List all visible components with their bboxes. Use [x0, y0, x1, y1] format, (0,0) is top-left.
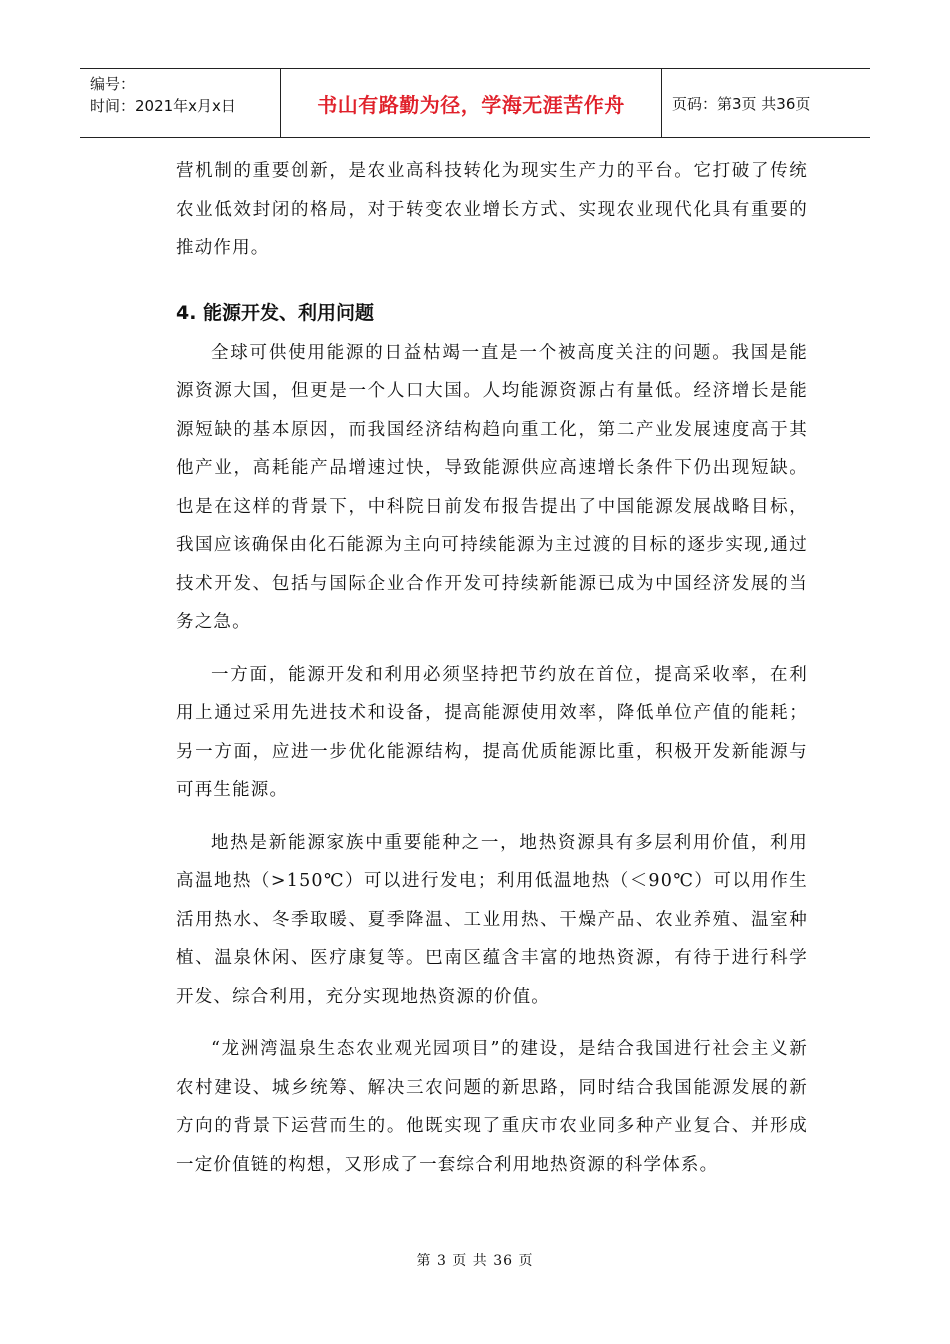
number-label: 编号： — [90, 75, 136, 93]
paragraph-continued: 营机制的重要创新，是农业高科技转化为现实生产力的平台。它打破了传统农业低效封闭的格局，对于转变农业增长方式、实现农业现代化具有重要的推动作用。 — [176, 161, 808, 258]
page-header — [80, 68, 870, 138]
paragraph-energy-policy: 一方面，能源开发和利用必须坚持把节约放在首位，提高采收率，在利用上通过采用先进技术和设备，提高能源使用效率，降低单位产值的能耗；另一方面，应进一步优化能源结构，提高优质能源比重，积极开发新能源与可再生能源。 — [176, 664, 808, 800]
paragraph-geothermal: 地热是新能源家族中重要能种之一，地热资源具有多层利用价值，利用高温地热（>150℃）可以进行发电；利用低温地热（＜90℃）可以用作生活用热水、冬季取暖、夏季降温、工业用热、干燥产品、农业养殖、温室种植、温泉休闲、医疗康复等。巴南区蕴含丰富的地热资源，有待于进行科学开发、综合利用，充分实现地热资源的价值。 — [176, 832, 808, 1007]
header-meta — [80, 69, 281, 137]
paragraph-project: “龙洲湾温泉生态农业观光园项目”的建设，是结合我国进行社会主义新农村建设、城乡统筹、解决三农问题的新思路，同时结合我国能源发展的新方向的背景下运营而生的。他既实现了重庆市农业同多种产业复合、并形成一定价值链的构想，又形成了一套综合利用地热资源的科学体系。 — [176, 1039, 808, 1175]
section-heading: 4. 能源开发、利用问题 — [176, 301, 375, 324]
page-footer: 第 3 页 共 36 页 — [416, 1253, 534, 1269]
paragraph-energy-overview: 全球可供使用能源的日益枯竭一直是一个被高度关注的问题。我国是能源资源大国，但更是一个人口大国。人均能源资源占有量低。经济增长是能源短缺的基本原因，而我国经济结构趋向重工化，第二产业发展速度高于其他产业，高耗能产品增速过快，导致能源供应高速增长条件下仍出现短缺。也是在这样的背景下，中科院日前发布报告提出了中国能源发展战略目标，我国应该确保由化石能源为主向可持续能源为主过渡的目标的逐步实现,通过技术开发、包括与国际企业合作开发可持续新能源已成为中国经济发展的当务之急。 — [176, 342, 808, 632]
header-page-info: 页码：第3页 共36页 — [672, 94, 811, 113]
document-body — [176, 152, 808, 1184]
time-label: 时间：2021年x月x日 — [90, 97, 236, 115]
header-motto: 书山有路勤为径，学海无涯苦作舟 — [281, 69, 662, 137]
